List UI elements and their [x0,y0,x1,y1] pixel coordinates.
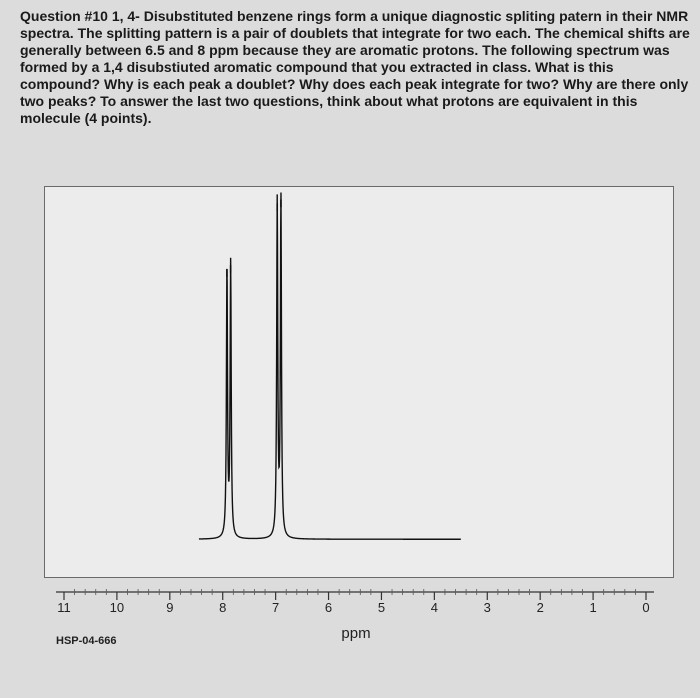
x-tick-label: 7 [272,600,280,615]
x-tick-label: 1 [589,600,597,615]
x-tick-label: 0 [642,600,650,615]
spectrum-trace [199,193,461,540]
x-tick-label: 2 [536,600,544,615]
x-tick-label: 9 [166,600,174,615]
question-number: Question #10 [20,8,108,24]
x-tick-label: 6 [324,600,333,615]
x-tick-label: 10 [109,600,125,615]
spectrum-code: HSP-04-666 [56,635,117,647]
x-axis-label: ppm [341,625,371,642]
x-tick-label: 3 [483,600,491,615]
x-tick-label: 4 [430,600,438,615]
x-tick-label: 8 [219,600,227,615]
x-tick-label: 5 [377,600,386,615]
x-tick-label: 11 [57,600,71,615]
question-body: 1, 4- Disubstituted benzene rings form a unique diagnostic spliting patern in their NMR spectra. The splitting pattern is a pair of doublets that integrate for two each. The chemical shifts are generally between 6.5 and 8 ppm because they are aromatic protons. The following spectrum was formed by a 1,4 disubstiuted aromatic compound that you extracted in class. What is this compound? Why is each peak a doublet? Why does each peak integrate for two? Why are there only two peaks? To answer the last two questions, think about what protons are equivalent in this molecule (4 points). [20,8,690,126]
